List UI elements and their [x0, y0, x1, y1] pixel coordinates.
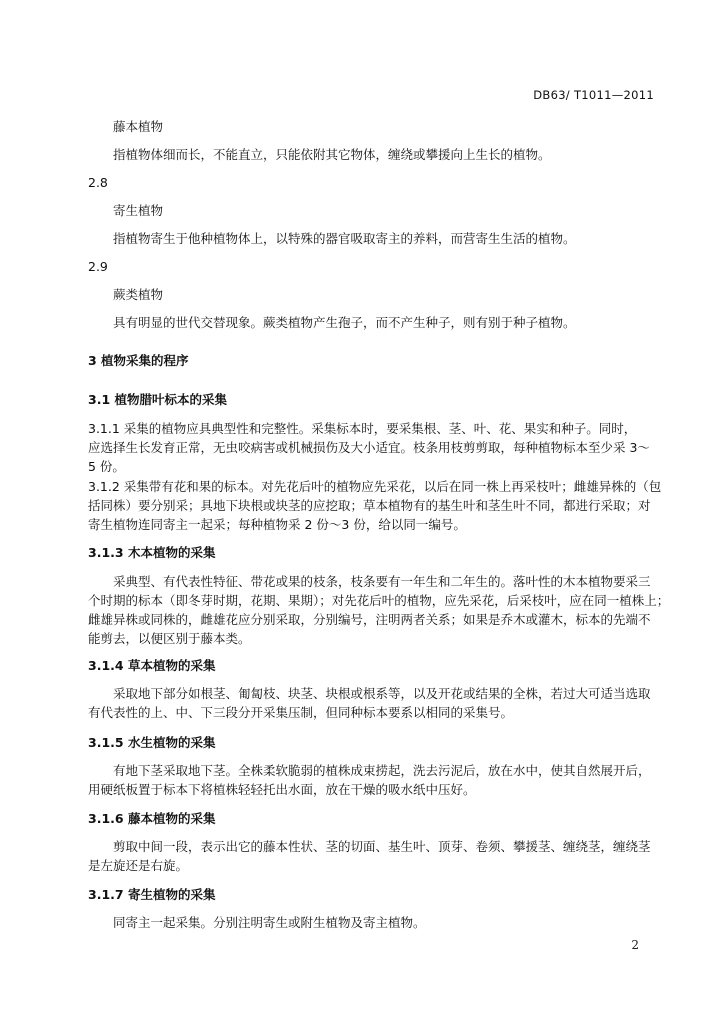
paragraph-line: 指植物寄生于他种植物体上，以特殊的器官吸取寄主的养料，而营寄生生活的植物。	[113, 231, 576, 246]
section-heading: 3.1.4 草本植物的采集	[88, 658, 216, 673]
paragraph-line: 3.1.1 采集的植物应具典型性和完整性。采集标本时，要采集根、茎、叶、花、果实和种子。同时，	[88, 421, 637, 436]
section-title: 藤本植物	[113, 119, 164, 134]
paragraph-line: 括同株）要分别采；具地下块根或块茎的应挖取；草本植物有的基生叶和茎生叶不同，都进行采取；对	[88, 498, 651, 513]
section-heading: 3.1.3 木本植物的采集	[88, 545, 216, 560]
paragraph-line: 雌雄异株或同株的，雌雄花应分别采取，分别编号，注明两者关系；如果是乔木或灌木，标本的先端不	[88, 612, 651, 627]
section-heading: 3.1 植物腊叶标本的采集	[88, 392, 227, 407]
paragraph-line: 寄生植物连同寄主一起采；每种植物采 2 份～3 份，给以同一编号。	[88, 517, 466, 532]
paragraph-line: 3.1.2 采集带有花和果的标本。对先花后叶的植物应先采花，以后在同一株上再采枝叶；雌雄异株的（包	[88, 479, 662, 494]
paragraph-line: 是左旋还是右旋。	[88, 858, 189, 873]
paragraph-line: 能剪去，以便区别于藤本类。	[88, 631, 251, 646]
paragraph-line: 采典型、有代表性特征、带花或果的枝条，枝条要有一年生和二年生的。落叶性的木本植物要采三	[113, 574, 651, 589]
page-number: 2	[631, 938, 639, 952]
paragraph-line: 应选择生长发育正常，无虫咬病害或机械损伤及大小适宜。枝条用枝剪剪取，每种植物标本至少采 3～	[88, 440, 650, 455]
section-title: 蕨类植物	[113, 287, 164, 302]
paragraph-line: 有地下茎采取地下茎。全株柔软脆弱的植株成束捞起，洗去污泥后，放在水中，使其自然展开后，	[113, 763, 651, 778]
paragraph-line: 同寄主一起采集。分别注明寄生或附生植物及寄主植物。	[113, 915, 426, 930]
chapter-heading: 3 植物采集的程序	[88, 353, 189, 368]
section-number: 2.9	[88, 259, 108, 274]
paragraph-line: 个时期的标本（即冬芽时期，花期、果期）；对先花后叶的植物，应先采花，后采枝叶，应在同一植株上；	[88, 593, 670, 608]
section-number: 2.8	[88, 175, 108, 190]
section-title: 寄生植物	[113, 203, 164, 218]
section-heading: 3.1.7 寄生植物的采集	[88, 887, 216, 902]
document-code: DB63/ T1011—2011	[533, 88, 654, 102]
paragraph-line: 指植物体细而长，不能直立，只能依附其它物体，缠绕或攀援向上生长的植物。	[113, 147, 551, 162]
section-heading: 3.1.6 藤本植物的采集	[88, 811, 216, 826]
section-heading: 3.1.5 水生植物的采集	[88, 735, 216, 750]
paragraph-line: 剪取中间一段，表示出它的藤本性状、茎的切面、基生叶、顶芽、卷须、攀援茎、缠绕茎，缠绕茎	[113, 839, 651, 854]
paragraph-line: 采取地下部分如根茎、匍匐枝、块茎、块根或根系等，以及开花或结果的全株，若过大可适当选取	[113, 686, 651, 701]
paragraph-line: 具有明显的世代交替现象。蕨类植物产生孢子，而不产生种子，则有别于种子植物。	[113, 315, 576, 330]
paragraph-line: 用硬纸板置于标本下将植株轻轻托出水面，放在干燥的吸水纸中压好。	[88, 782, 476, 797]
paragraph-line: 5 份。	[88, 459, 125, 474]
paragraph-line: 有代表性的上、中、下三段分开采集压制，但同种标本要系以相同的采集号。	[88, 705, 514, 720]
